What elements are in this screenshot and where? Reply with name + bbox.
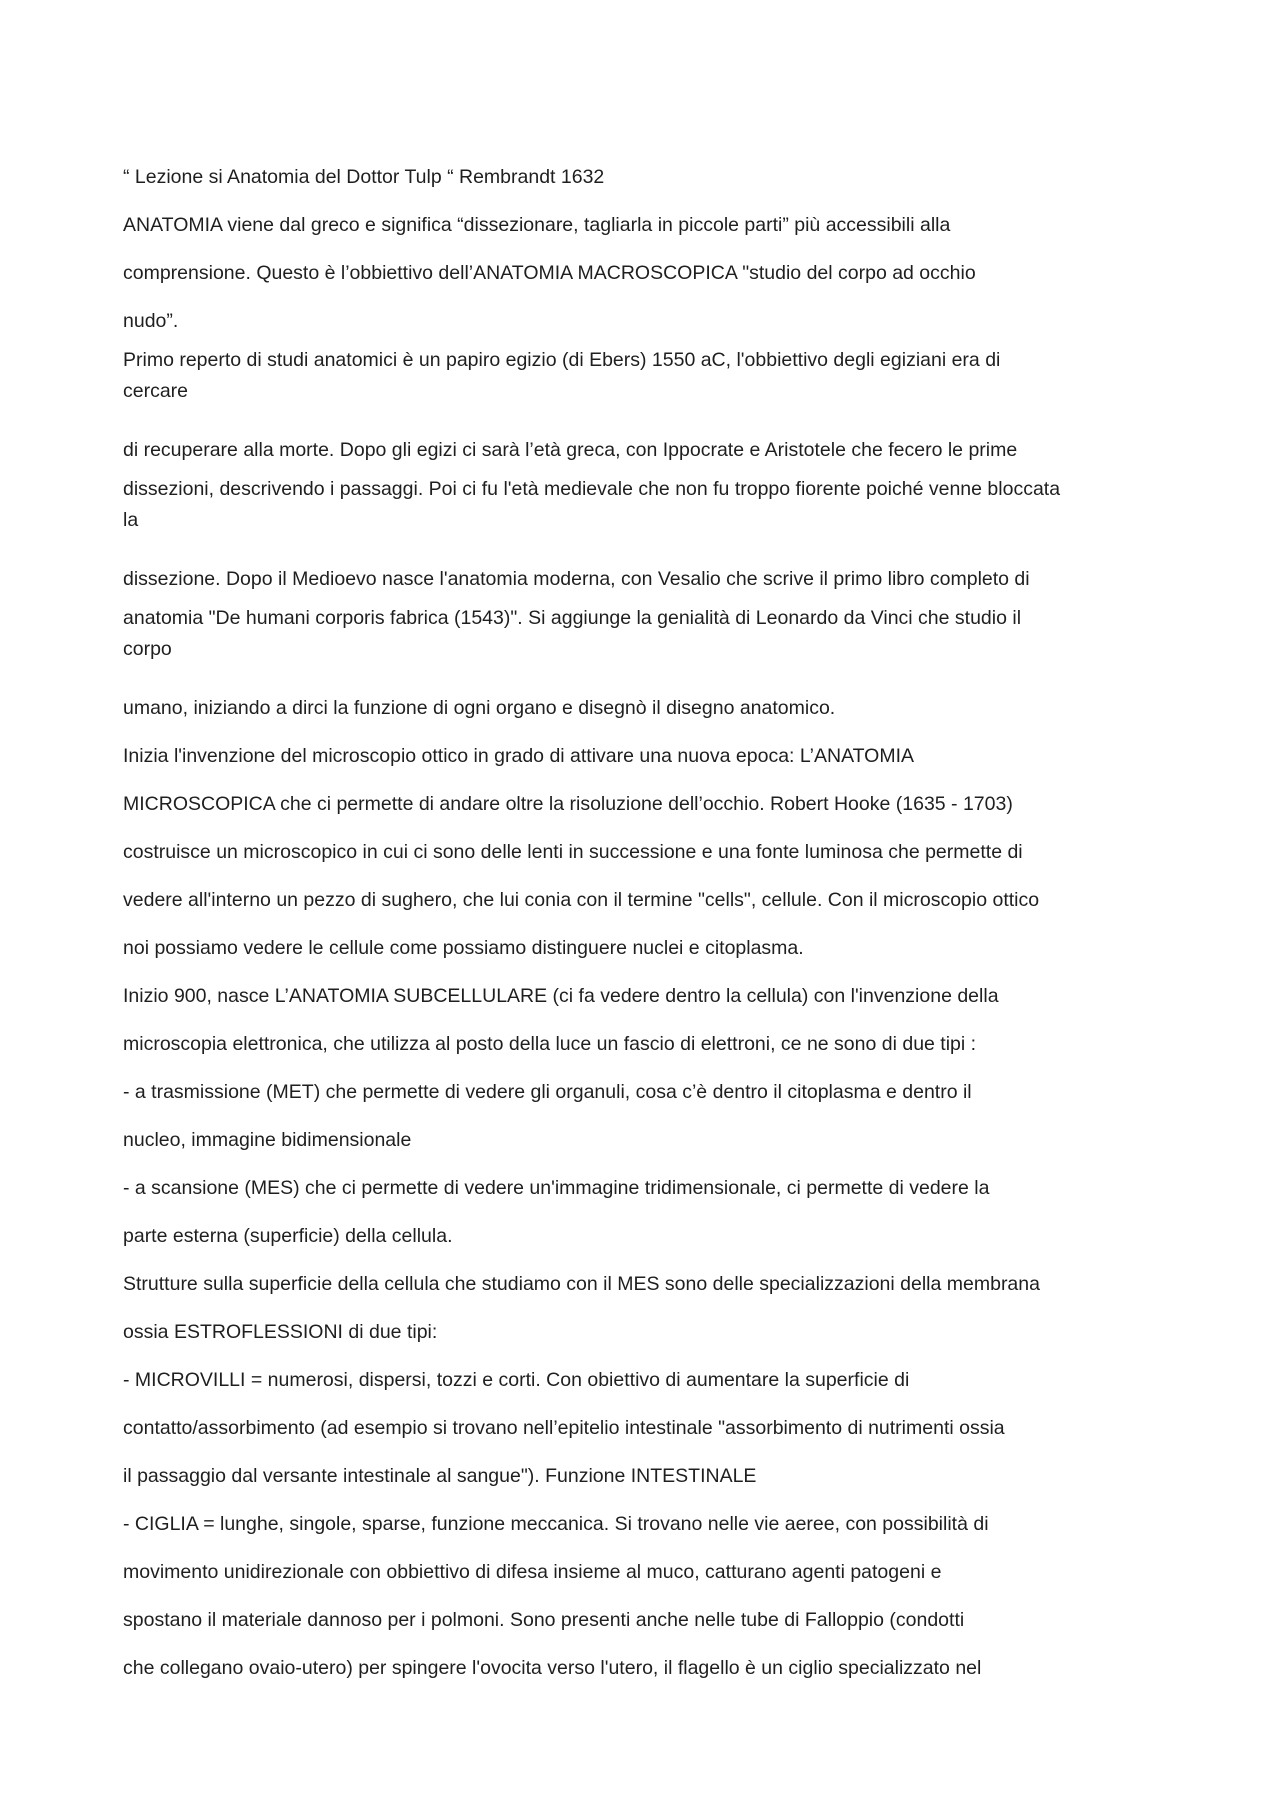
text-line: MICROSCOPICA che ci permette di andare oltre la risoluzione dell’occhio. Robert Hooke (1635 - 1703) <box>123 793 1013 815</box>
text-line: spostano il materiale dannoso per i polmoni. Sono presenti anche nelle tube di Falloppio (condotti <box>123 1609 965 1631</box>
text-line: Primo reperto di studi anatomici è un papiro egizio (di Ebers) 1550 aC, l'obbiettivo degli egiziani era di <box>123 349 1001 371</box>
text-line: comprensione. Questo è l’obbiettivo dell’ANATOMIA MACROSCOPICA "studio del corpo ad occhio <box>123 262 976 284</box>
text-line: Strutture sulla superficie della cellula che studiamo con il MES sono delle specializzazioni della membrana <box>123 1273 1040 1295</box>
text-line: la <box>123 509 139 531</box>
text-line: - a scansione (MES) che ci permette di vedere un'immagine tridimensionale, ci permette di vedere la <box>123 1177 990 1199</box>
text-line: dissezioni, descrivendo i passaggi. Poi ci fu l'età medievale che non fu troppo fiorente poiché venne bloccata <box>123 478 1061 500</box>
text-line: movimento unidirezionale con obbiettivo di difesa insieme al muco, catturano agenti patogeni e <box>123 1561 942 1583</box>
text-line: microscopia elettronica, che utilizza al posto della luce un fascio di elettroni, ce ne sono di due tipi : <box>123 1033 977 1055</box>
text-line: noi possiamo vedere le cellule come possiamo distinguere nuclei e citoplasma. <box>123 937 804 959</box>
text-line: il passaggio dal versante intestinale al sangue"). Funzione INTESTINALE <box>123 1465 757 1487</box>
text-line: di recuperare alla morte. Dopo gli egizi ci sarà l’età greca, con Ippocrate e Aristotele che fecero le prime <box>123 439 1018 461</box>
text-line: cercare <box>123 380 189 402</box>
text-line: - a trasmissione (MET) che permette di vedere gli organuli, cosa c’è dentro il citoplasma e dentro il <box>123 1081 972 1103</box>
text-line: vedere all'interno un pezzo di sughero, che lui conia con il termine "cells", cellule. Con il microscopio ottico <box>123 889 1040 911</box>
text-line: ossia ESTROFLESSIONI di due tipi: <box>123 1321 438 1343</box>
text-line: parte esterna (superficie) della cellula. <box>123 1225 453 1247</box>
text-line: costruisce un microscopico in cui ci sono delle lenti in successione e una fonte luminosa che permette di <box>123 841 1023 863</box>
text-line: umano, iniziando a dirci la funzione di ogni organo e disegnò il disegno anatomico. <box>123 697 836 719</box>
text-line: contatto/assorbimento (ad esempio si trovano nell’epitelio intestinale "assorbimento di nutrimenti ossia <box>123 1417 1005 1439</box>
text-line: nudo”. <box>123 310 179 332</box>
text-line: nucleo, immagine bidimensionale <box>123 1129 412 1151</box>
text-line: corpo <box>123 638 172 660</box>
text-line: Inizio 900, nasce L’ANATOMIA SUBCELLULARE (ci fa vedere dentro la cellula) con l'invenzione della <box>123 985 999 1007</box>
text-line: dissezione. Dopo il Medioevo nasce l'anatomia moderna, con Vesalio che scrive il primo libro completo di <box>123 568 1030 590</box>
text-line: “ Lezione si Anatomia del Dottor Tulp “ Rembrandt 1632 <box>123 166 605 188</box>
text-line: Inizia l'invenzione del microscopio ottico in grado di attivare una nuova epoca: L’ANATOMIA <box>123 745 915 767</box>
text-line: che collegano ovaio-utero) per spingere l'ovocita verso l'utero, il flagello è un ciglio specializzato nel <box>123 1657 982 1679</box>
text-line: - MICROVILLI = numerosi, dispersi, tozzi e corti. Con obiettivo di aumentare la superficie di <box>123 1369 910 1391</box>
text-line: - CIGLIA = lunghe, singole, sparse, funzione meccanica. Si trovano nelle vie aeree, con possibilità di <box>123 1513 989 1535</box>
text-line: anatomia "De humani corporis fabrica (1543)". Si aggiunge la genialità di Leonardo da Vinci che studio il <box>123 607 1022 629</box>
document-body <box>123 153 1173 1692</box>
text-line: ANATOMIA viene dal greco e significa “dissezionare, tagliarla in piccole parti” più accessibili alla <box>123 214 951 236</box>
